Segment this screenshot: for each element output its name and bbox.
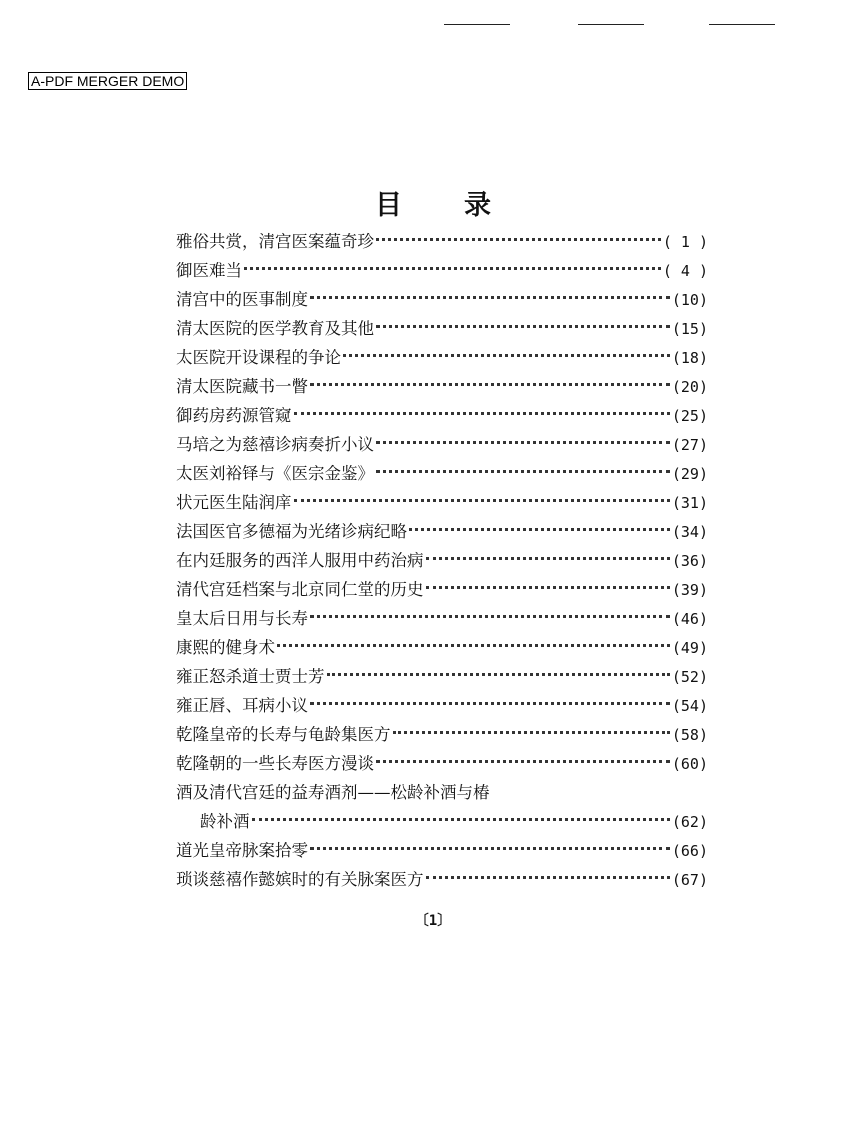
toc-leader <box>244 267 661 270</box>
toc-entry <box>176 662 708 691</box>
toc-entry-page: (18) <box>671 349 708 367</box>
watermark: A-PDF MERGER DEMO <box>28 72 187 90</box>
toc-entry <box>176 401 708 430</box>
toc-leader <box>310 296 670 299</box>
toc-entry-title: 太医刘裕铎与《医宗金鉴》 <box>176 464 374 483</box>
toc-entry-page: (66) <box>671 842 708 860</box>
toc-entry <box>176 546 708 575</box>
toc-entry-title: 龄补酒 <box>200 812 250 831</box>
toc-entry <box>176 314 708 343</box>
toc-entry-title: 御药房药源管窥 <box>176 406 292 425</box>
toc-entry <box>176 604 708 633</box>
toc-entry-title: 琐谈慈禧作懿嫔时的有关脉案医方 <box>176 870 424 889</box>
toc-entry-title: 康熙的健身术 <box>176 638 275 657</box>
toc-entry <box>176 720 708 749</box>
toc-entry <box>176 836 708 865</box>
toc-entry-page: (67) <box>671 871 708 889</box>
toc-leader <box>310 702 670 705</box>
toc-leader <box>327 673 670 676</box>
toc-entry <box>176 372 708 401</box>
toc-entry-page: ( 1 ) <box>662 233 708 251</box>
toc-entry-title: 御医难当 <box>176 261 242 280</box>
toc-leader <box>294 499 670 502</box>
toc-entry <box>176 285 708 314</box>
toc-entry-title: 法国医官多德福为光绪诊病纪略 <box>176 522 407 541</box>
toc-entry-page: (60) <box>671 755 708 773</box>
toc-entry-page: (31) <box>671 494 708 512</box>
toc-entry <box>176 807 708 836</box>
toc-entry-page: (25) <box>671 407 708 425</box>
toc-entry <box>176 575 708 604</box>
toc-leader <box>376 238 661 241</box>
toc-leader <box>310 383 670 386</box>
toc-entry-title: 太医院开设课程的争论 <box>176 348 341 367</box>
toc-entry-title: 清宫中的医事制度 <box>176 290 308 309</box>
toc-leader <box>376 325 670 328</box>
toc-entry-title: 乾隆朝的一些长寿医方漫谈 <box>176 754 374 773</box>
toc-leader <box>426 876 670 879</box>
toc-entry <box>176 227 708 256</box>
toc-entry-title: 雅俗共赏，清宫医案蕴奇珍 <box>176 232 374 251</box>
toc-leader <box>277 644 670 647</box>
toc-leader <box>409 528 670 531</box>
toc-leader <box>310 615 670 618</box>
scan-line <box>709 24 775 25</box>
toc-entry-title: 清代宫廷档案与北京同仁堂的历史 <box>176 580 424 599</box>
toc-entry-page: (62) <box>671 813 708 831</box>
toc-entry <box>176 778 708 807</box>
toc-entry-title: 马培之为慈禧诊病奏折小议 <box>176 435 374 454</box>
toc-entry <box>176 488 708 517</box>
toc-entry-title: 雍正怒杀道士贾士芳 <box>176 667 325 686</box>
toc-entry <box>176 691 708 720</box>
toc-leader <box>426 586 670 589</box>
page-number: 〔1〕 <box>414 913 452 929</box>
toc-entry <box>176 517 708 546</box>
toc-entry-title: 道光皇帝脉案拾零 <box>176 841 308 860</box>
toc-entry-title: 清太医院藏书一瞥 <box>176 377 308 396</box>
toc-entry <box>176 343 708 372</box>
scan-line <box>578 24 644 25</box>
toc-entry-page: (54) <box>671 697 708 715</box>
toc-entry-title: 乾隆皇帝的长寿与龟龄集医方 <box>176 725 391 744</box>
toc-leader <box>252 818 670 821</box>
toc-entry-page: (34) <box>671 523 708 541</box>
toc-entry-page: (27) <box>671 436 708 454</box>
toc-leader <box>294 412 670 415</box>
toc-entry-page: (46) <box>671 610 708 628</box>
toc-entry-title: 雍正唇、耳病小议 <box>176 696 308 715</box>
toc-leader <box>393 731 670 734</box>
toc-entry-page: (15) <box>671 320 708 338</box>
toc-entry-page: (58) <box>671 726 708 744</box>
toc-leader <box>376 760 670 763</box>
toc-entry <box>176 633 708 662</box>
toc-entry <box>176 430 708 459</box>
toc-entry-page: (49) <box>671 639 708 657</box>
toc-entry-title: 酒及清代宫廷的益寿酒剂——松龄补酒与椿 <box>176 783 490 802</box>
toc-leader <box>376 441 670 444</box>
toc-entry-title: 状元医生陆润庠 <box>176 493 292 512</box>
toc-entry-title: 皇太后日用与长寿 <box>176 609 308 628</box>
toc-entry-page: (29) <box>671 465 708 483</box>
toc-entry-page: (20) <box>671 378 708 396</box>
toc-entry <box>176 459 708 488</box>
table-of-contents <box>176 227 708 894</box>
toc-entry-title: 清太医院的医学教育及其他 <box>176 319 374 338</box>
scan-line <box>444 24 510 25</box>
toc-entry-page: (10) <box>671 291 708 309</box>
toc-entry-page: ( 4 ) <box>662 262 708 280</box>
toc-leader <box>310 847 670 850</box>
toc-entry-page: (36) <box>671 552 708 570</box>
toc-entry-page: (52) <box>671 668 708 686</box>
toc-leader <box>426 557 670 560</box>
toc-entry-title: 在内廷服务的西洋人服用中药治病 <box>176 551 424 570</box>
toc-entry-page: (39) <box>671 581 708 599</box>
page-title: 目录 <box>375 190 553 222</box>
toc-entry <box>176 749 708 778</box>
toc-entry <box>176 865 708 894</box>
toc-entry <box>176 256 708 285</box>
toc-leader <box>343 354 670 357</box>
toc-leader <box>376 470 670 473</box>
